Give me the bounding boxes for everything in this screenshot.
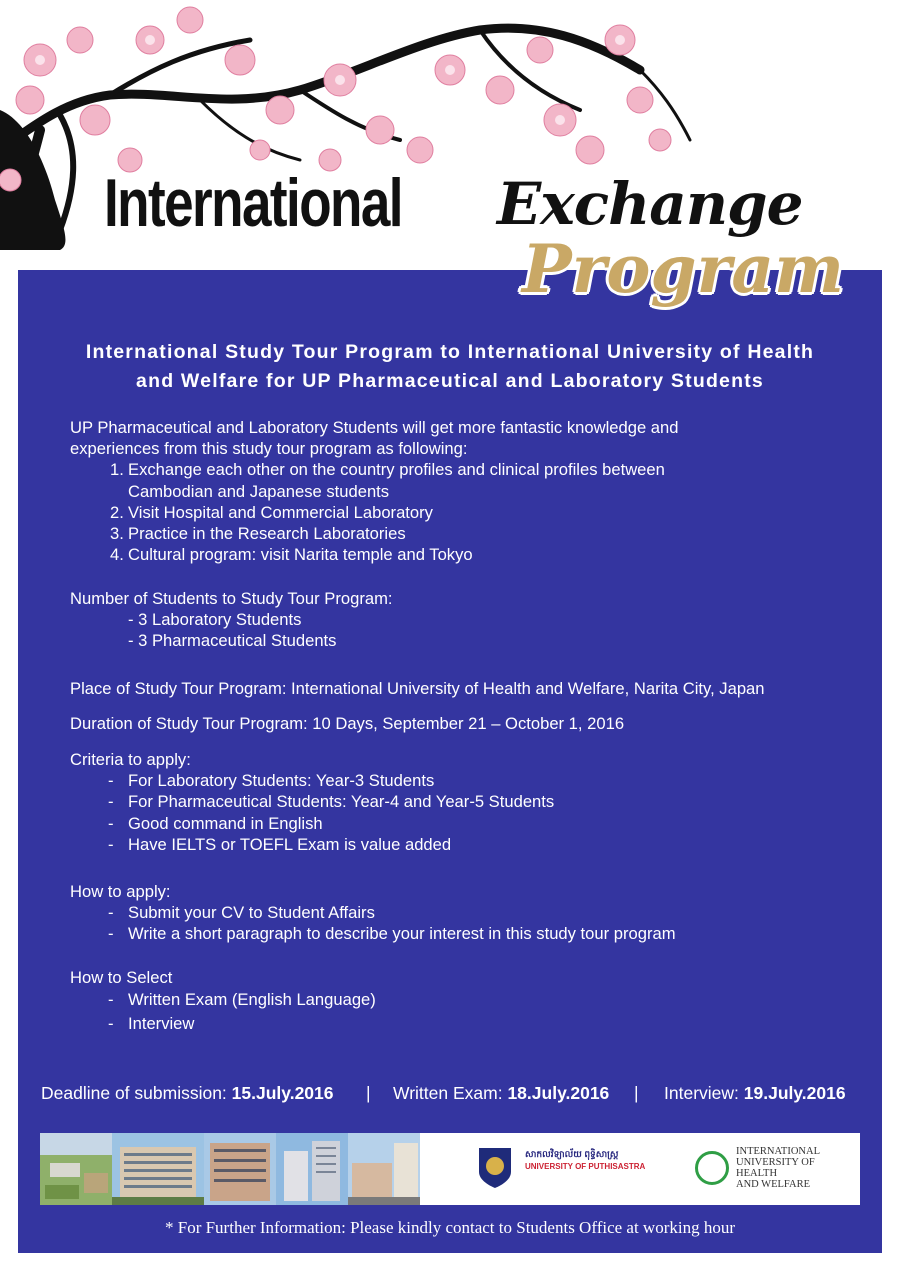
intro-line-1: UP Pharmaceutical and Laboratory Students will get more fantastic knowledge and	[70, 418, 679, 437]
university-building-photo	[204, 1133, 276, 1205]
dash-bullet: -	[108, 835, 114, 854]
subtitle-line-2: and Welfare for UP Pharmaceutical and Laboratory Students	[136, 370, 764, 392]
list-item: Visit Hospital and Commercial Laboratory	[128, 503, 433, 522]
separator: |	[366, 1083, 371, 1103]
list-item: For Pharmaceutical Students: Year-4 and Year-5 Students	[128, 792, 555, 811]
list-item: Write a short paragraph to describe your interest in this study tour program	[128, 924, 676, 943]
title-program: Program	[522, 230, 844, 308]
dash-bullet: -	[108, 771, 114, 790]
campus-logo-strip	[40, 1133, 860, 1205]
list-number: 1.	[110, 460, 124, 479]
title-exchange: Exchange	[497, 170, 803, 238]
criteria-heading: Criteria to apply:	[70, 750, 191, 769]
footer-note: * For Further Information: Please kindly contact to Students Office at working hour	[164, 1218, 736, 1237]
list-item: Interview	[128, 1014, 195, 1033]
duration-text: Duration of Study Tour Program: 10 Days, September 21 – October 1, 2016	[70, 714, 625, 733]
dash-bullet: -	[108, 903, 114, 922]
puthisastra-seal-icon	[477, 1146, 513, 1190]
students-heading: Number of Students to Study Tour Program:	[70, 589, 393, 608]
dash-bullet: -	[108, 924, 114, 943]
subtitle-line-1: International Study Tour Program to International University of Health	[85, 341, 815, 363]
list-item: Cultural program: visit Narita temple and Tokyo	[128, 545, 473, 564]
list-item: For Laboratory Students: Year-3 Students	[128, 771, 435, 790]
dash-bullet: -	[108, 1014, 114, 1033]
list-item: - 3 Pharmaceutical Students	[128, 631, 337, 650]
hospital-building-photo	[112, 1133, 204, 1205]
list-number: 3.	[110, 524, 124, 543]
list-number: 4.	[110, 545, 124, 564]
list-item: Submit your CV to Student Affairs	[128, 903, 375, 922]
list-item-continued: Cambodian and Japanese students	[128, 482, 390, 501]
iuhw-logo-icon	[695, 1151, 729, 1185]
intro-line-2: experiences from this study tour program as following:	[70, 439, 468, 458]
list-number: 2.	[110, 503, 124, 522]
puthisastra-khmer-name: សាកលវិទ្យាល័យ ពុទ្ធិសាស្រ្ត	[525, 1149, 619, 1159]
separator: |	[634, 1083, 639, 1103]
list-item: Exchange each other on the country profiles and clinical profiles between	[128, 460, 665, 479]
list-item: Have IELTS or TOEFL Exam is value added	[128, 835, 452, 854]
list-item: Practice in the Research Laboratories	[128, 524, 406, 543]
place-text: Place of Study Tour Program: International University of Health and Welfare, Narita City, Japan	[70, 679, 765, 698]
tower-building-photo	[276, 1133, 348, 1205]
list-item: Good command in English	[128, 814, 323, 833]
deadline-interview: Interview: 19.July.2016	[664, 1083, 846, 1103]
dash-bullet: -	[108, 990, 114, 1009]
apply-heading: How to apply:	[70, 882, 171, 901]
select-heading: How to Select	[70, 968, 173, 987]
deadline-submission: Deadline of submission: 15.July.2016	[41, 1083, 334, 1103]
puthisastra-name: UNIVERSITY OF PUTHISASTRA	[525, 1162, 646, 1171]
program-subtitle	[18, 338, 882, 396]
list-item: - 3 Laboratory Students	[128, 610, 302, 629]
campus-aerial-photo	[40, 1133, 112, 1205]
campus-street-photo	[348, 1133, 420, 1205]
list-item: Written Exam (English Language)	[128, 990, 376, 1009]
dash-bullet: -	[108, 814, 114, 833]
iuhw-name: INTERNATIONAL UNIVERSITY OF HEALTH AND WELFARE	[736, 1146, 820, 1190]
dash-bullet: -	[108, 792, 114, 811]
title-international: International	[104, 165, 402, 241]
deadline-written-exam: Written Exam: 18.July.2016	[393, 1083, 610, 1103]
